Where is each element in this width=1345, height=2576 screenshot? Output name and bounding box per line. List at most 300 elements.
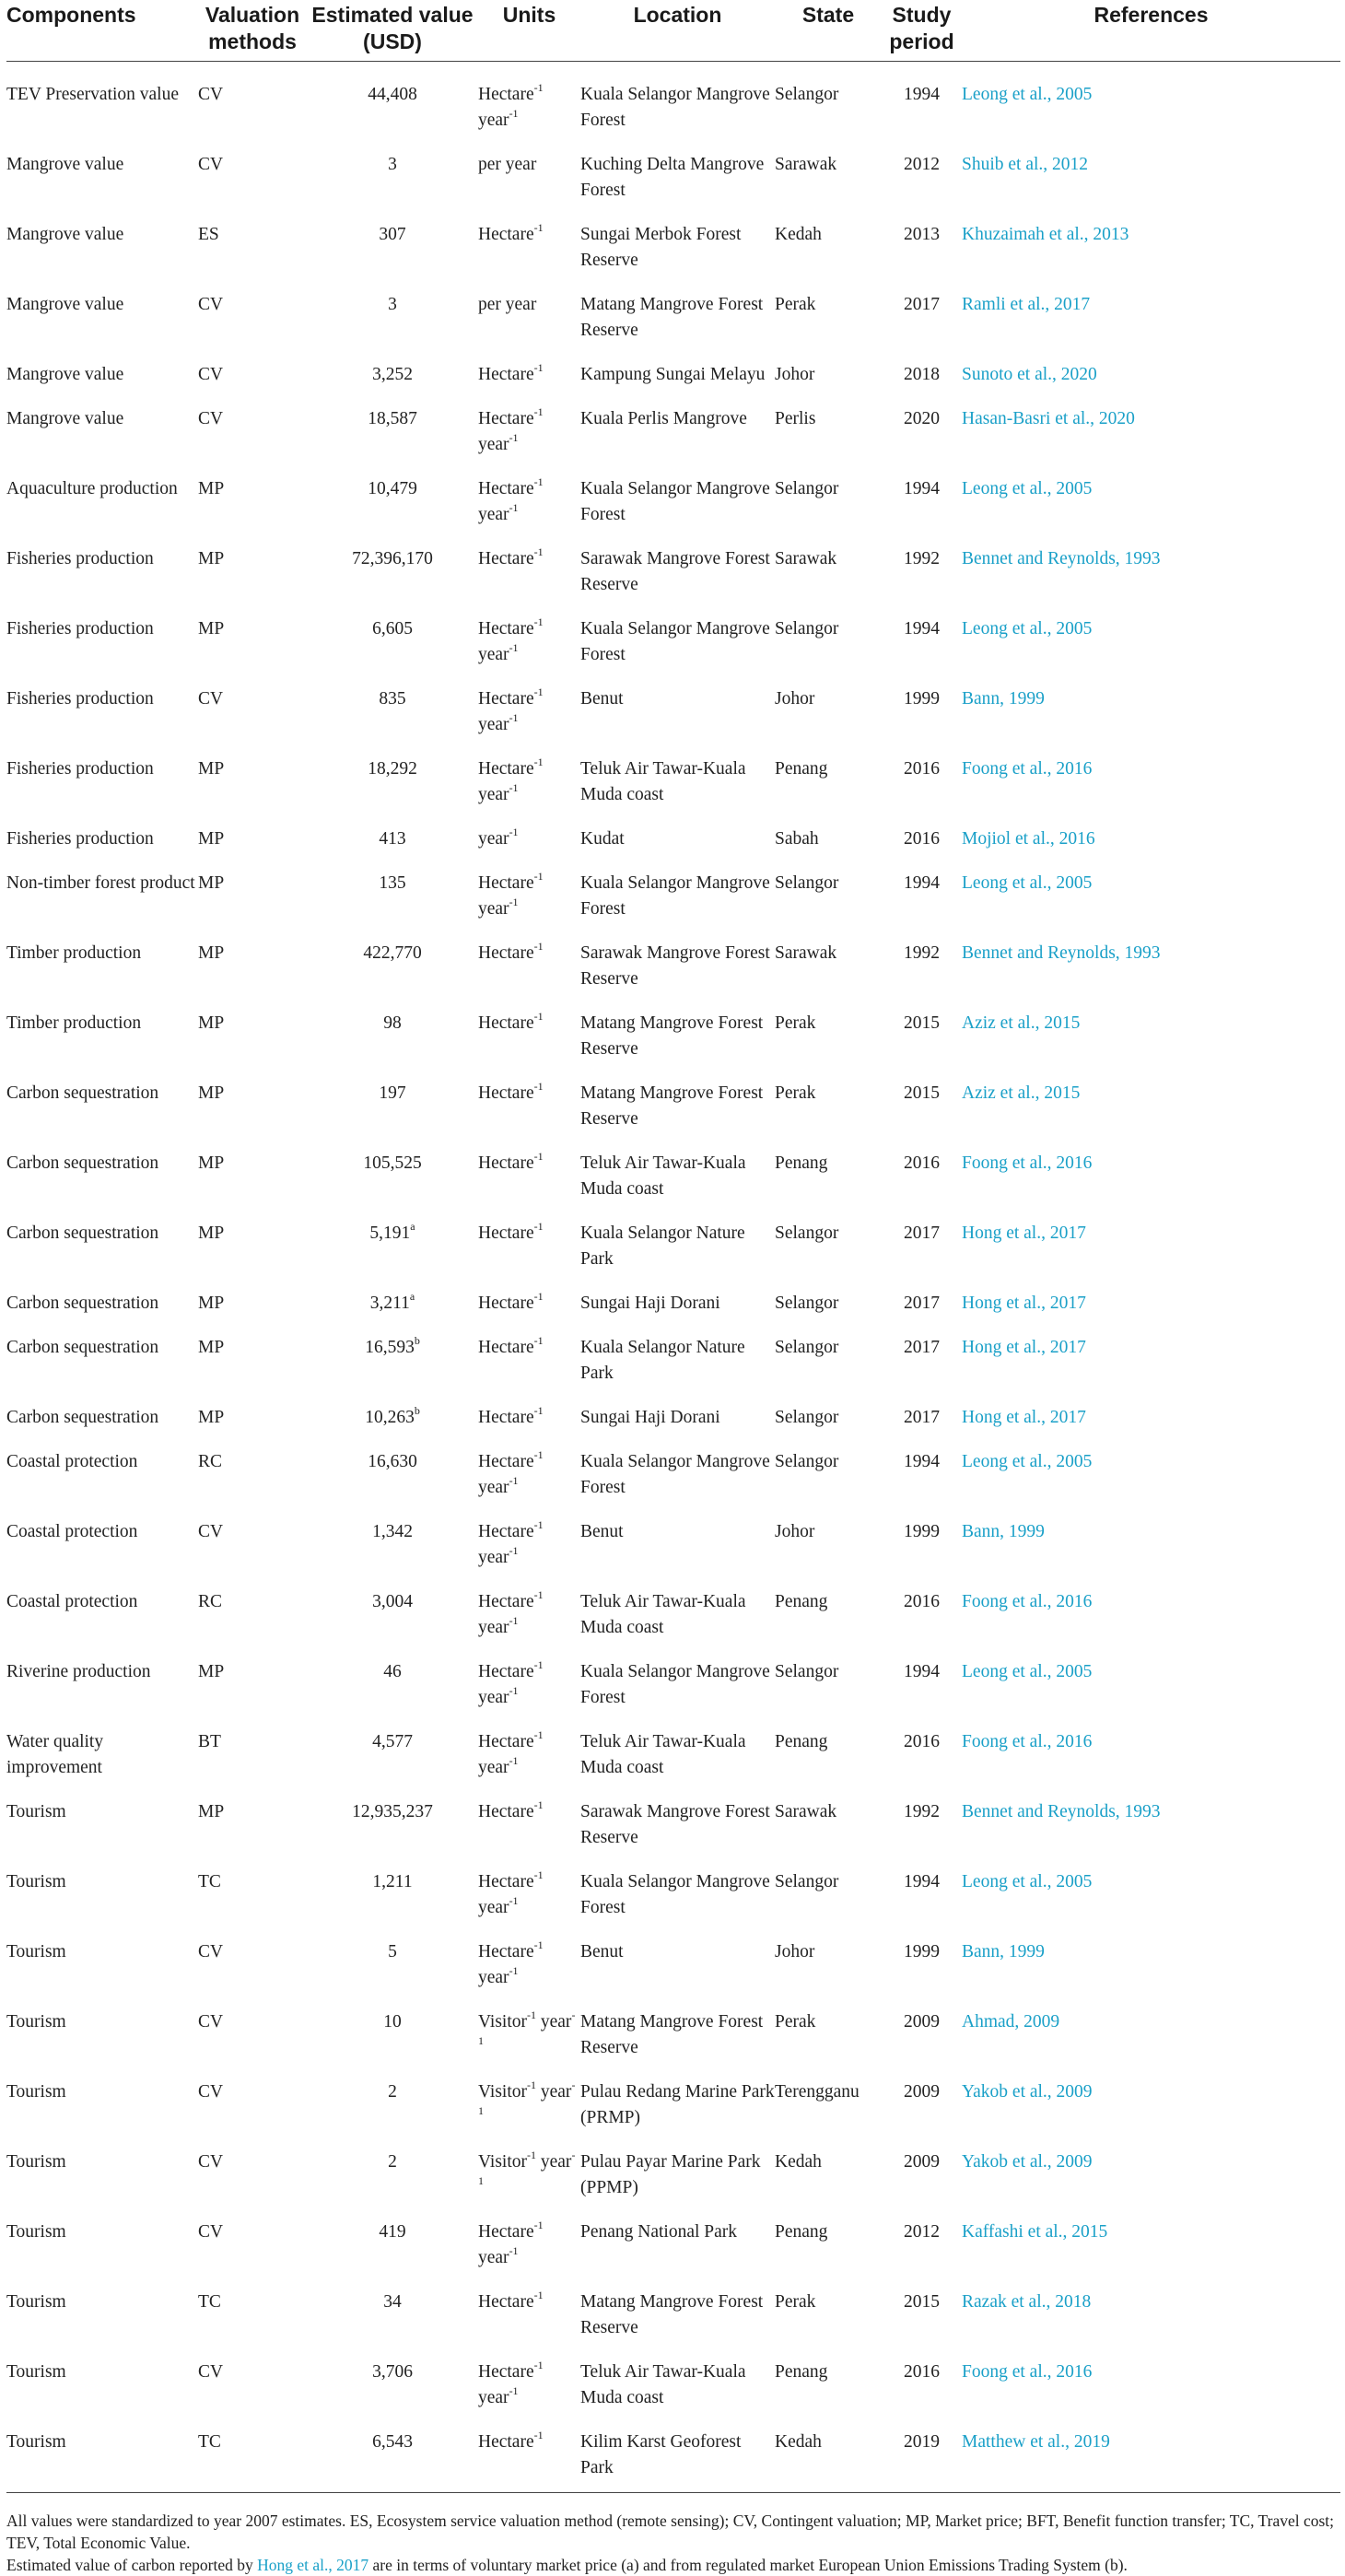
cell-units: Hectare$^{-1}$ xyxy=(478,1009,544,1033)
cell-estimated-value: 6,543 xyxy=(372,2431,413,2452)
cell-valuation-method: MP xyxy=(198,1223,225,1243)
cell-study-period: 1992 xyxy=(904,1801,940,1821)
cell-reference-link[interactable]: Shuib et al., 2012 xyxy=(962,154,1089,174)
cell-reference-link[interactable]: Foong et al., 2016 xyxy=(962,2361,1093,2382)
cell-estimated-value: 197 xyxy=(379,1083,406,1103)
cell-component: TEV Preservation value xyxy=(6,84,180,104)
cell-study-period: 2017 xyxy=(904,1223,940,1243)
cell-state: Kedah xyxy=(775,2431,822,2452)
cell-location: Kuala Selangor Nature Park xyxy=(580,1223,745,1269)
cell-valuation-method: CV xyxy=(198,408,224,428)
cell-units: Hectare$^{-1}$ xyxy=(478,360,544,384)
cell-state: Perak xyxy=(775,2011,816,2032)
cell-study-period: 1999 xyxy=(904,688,940,708)
superscript: -1 xyxy=(533,1447,544,1461)
cell-estimated-value: 135 xyxy=(379,872,406,893)
cell-units: Hectare$^{-1}$ year$^{-1}$ xyxy=(478,1868,544,1917)
cell-state: Selangor xyxy=(775,872,839,893)
cell-component: Timber production xyxy=(6,1013,142,1033)
superscript: -1 xyxy=(527,2078,536,2091)
cell-estimated-value: 307 xyxy=(379,224,406,244)
cell-study-period: 1994 xyxy=(904,478,940,498)
cell-units: year$^{-1}$ xyxy=(478,825,519,849)
cell-state: Penang xyxy=(775,2361,828,2382)
table-row xyxy=(6,1317,1340,1387)
cell-study-period: 2018 xyxy=(904,364,940,384)
cell-component: Fisheries production xyxy=(6,548,154,568)
cell-state: Johor xyxy=(775,688,815,708)
cell-location: Kuala Selangor Mangrove Forest xyxy=(580,1871,770,1917)
cell-location: Kuala Perlis Mangrove xyxy=(580,408,747,428)
superscript: -1 xyxy=(533,1009,544,1023)
cell-location: Pulau Redang Marine Park (PRMP) xyxy=(580,2081,775,2127)
cell-estimated-value: 16,593$^b$ xyxy=(365,1333,420,1357)
cell-component: Mangrove value xyxy=(6,294,124,314)
cell-state: Selangor xyxy=(775,1407,839,1427)
cell-units: Hectare$^{-1}$ year$^{-1}$ xyxy=(478,1727,544,1777)
table-row xyxy=(6,852,1340,922)
cell-location: Teluk Air Tawar-Kuala Muda coast xyxy=(580,758,746,804)
superscript: -1 xyxy=(509,1543,519,1557)
superscript: -1 xyxy=(478,2148,576,2187)
cell-units: Hectare$^{-1}$ xyxy=(478,1079,544,1103)
cell-estimated-value: 3,706 xyxy=(372,2361,413,2382)
table-row xyxy=(6,1132,1340,1202)
cell-units: Hectare$^{-1}$ year$^{-1}$ xyxy=(478,474,544,524)
cell-estimated-value: 16,630 xyxy=(368,1451,417,1471)
cell-units: Hectare$^{-1}$ year$^{-1}$ xyxy=(478,404,544,454)
cell-component: Coastal protection xyxy=(6,1521,138,1541)
footnote-marker: a xyxy=(410,1219,415,1233)
cell-component: Tourism xyxy=(6,1801,66,1821)
cell-valuation-method: ES xyxy=(198,224,219,244)
cell-component: Coastal protection xyxy=(6,1591,138,1611)
cell-estimated-value: 2 xyxy=(388,2151,397,2172)
cell-reference-link[interactable]: Yakob et al., 2009 xyxy=(962,2151,1093,2172)
cell-reference-link[interactable]: Leong et al., 2005 xyxy=(962,872,1093,893)
cell-study-period: 2009 xyxy=(904,2081,940,2102)
cell-study-period: 2012 xyxy=(904,154,940,174)
cell-reference-link[interactable]: Bennet and Reynolds, 1993 xyxy=(962,548,1161,568)
table-row xyxy=(6,204,1340,274)
cell-reference-link[interactable]: Leong et al., 2005 xyxy=(962,618,1093,638)
cell-units: Visitor$^{-1}$ year$^{-1}$ xyxy=(478,2008,576,2047)
superscript: -1 xyxy=(509,640,519,654)
cell-study-period: 2017 xyxy=(904,1293,940,1313)
cell-location: Matang Mangrove Forest Reserve xyxy=(580,1013,764,1059)
footnote-marker: b xyxy=(414,1403,420,1417)
cell-units: Hectare$^{-1}$ xyxy=(478,1333,544,1357)
cell-study-period: 2016 xyxy=(904,828,940,849)
table-row xyxy=(6,2061,1340,2131)
cell-valuation-method: MP xyxy=(198,943,225,963)
superscript: -1 xyxy=(509,1613,519,1627)
cell-units: Hectare$^{-1}$ year$^{-1}$ xyxy=(478,615,544,664)
table-row xyxy=(6,1711,1340,1781)
superscript: -1 xyxy=(533,1797,544,1811)
cell-reference-link[interactable]: Foong et al., 2016 xyxy=(962,1153,1093,1173)
cell-study-period: 1999 xyxy=(904,1941,940,1961)
cell-component: Tourism xyxy=(6,2081,66,2102)
cell-location: Sarawak Mangrove Forest Reserve xyxy=(580,943,770,989)
cell-reference-link[interactable]: Leong et al., 2005 xyxy=(962,1661,1093,1681)
cell-state: Johor xyxy=(775,364,815,384)
cell-units: Hectare$^{-1}$ year$^{-1}$ xyxy=(478,685,544,734)
cell-state: Johor xyxy=(775,1521,815,1541)
cell-estimated-value: 3,252 xyxy=(372,364,413,384)
superscript: -1 xyxy=(509,1753,519,1767)
superscript: -1 xyxy=(509,1893,519,1907)
cell-state: Selangor xyxy=(775,1337,839,1357)
cell-estimated-value: 1,211 xyxy=(372,1871,413,1891)
superscript: -1 xyxy=(509,710,519,724)
cell-component: Timber production xyxy=(6,943,142,963)
superscript: -1 xyxy=(509,1683,519,1697)
cell-state: Penang xyxy=(775,2221,828,2242)
superscript: -1 xyxy=(527,2008,536,2021)
cell-study-period: 2016 xyxy=(904,1153,940,1173)
table-row xyxy=(6,668,1340,738)
cell-estimated-value: 5,191$^a$ xyxy=(369,1219,415,1243)
cell-estimated-value: 3 xyxy=(388,154,397,174)
cell-estimated-value: 422,770 xyxy=(363,943,422,963)
cell-valuation-method: MP xyxy=(198,478,225,498)
cell-valuation-method: MP xyxy=(198,758,225,779)
superscript: -1 xyxy=(509,2383,519,2397)
cell-estimated-value: 5 xyxy=(388,1941,397,1961)
table-row xyxy=(6,598,1340,668)
table-row xyxy=(6,2271,1340,2341)
cell-reference-link[interactable]: Matthew et al., 2019 xyxy=(962,2431,1110,2452)
cell-component: Aquaculture production xyxy=(6,478,178,498)
cell-reference-link[interactable]: Bann, 1999 xyxy=(962,1521,1045,1541)
cell-state: Selangor xyxy=(775,1223,839,1243)
header-references: References xyxy=(1094,3,1209,27)
cell-study-period: 1992 xyxy=(904,943,940,963)
superscript: -1 xyxy=(533,1403,544,1417)
cell-valuation-method: CV xyxy=(198,1521,224,1541)
cell-location: Kuching Delta Mangrove Forest xyxy=(580,154,765,200)
cell-study-period: 2009 xyxy=(904,2011,940,2032)
cell-location: Kuala Selangor Mangrove Forest xyxy=(580,478,770,524)
cell-valuation-method: CV xyxy=(198,364,224,384)
cell-reference-link[interactable]: Hong et al., 2017 xyxy=(962,1337,1086,1357)
table-row xyxy=(6,2341,1340,2411)
cell-location: Matang Mangrove Forest Reserve xyxy=(580,1083,764,1129)
superscript: -1 xyxy=(509,430,519,444)
cell-units: Hectare$^{-1}$ year$^{-1}$ xyxy=(478,2358,544,2407)
cell-study-period: 2012 xyxy=(904,2221,940,2242)
cell-location: Penang National Park xyxy=(580,2221,738,2242)
cell-study-period: 2009 xyxy=(904,2151,940,2172)
superscript: -1 xyxy=(509,106,519,120)
cell-state: Sarawak xyxy=(775,154,837,174)
cell-estimated-value: 44,408 xyxy=(368,84,417,104)
cell-study-period: 1994 xyxy=(904,872,940,893)
header-valuation-methods: Valuation methods xyxy=(205,3,300,53)
cell-valuation-method: CV xyxy=(198,2011,224,2032)
cell-estimated-value: 105,525 xyxy=(363,1153,422,1173)
cell-component: Tourism xyxy=(6,2361,66,2382)
superscript: -1 xyxy=(533,1333,544,1347)
cell-valuation-method: TC xyxy=(198,2431,221,2452)
cell-study-period: 1994 xyxy=(904,1661,940,1681)
table-container xyxy=(6,0,1340,2576)
cell-component: Carbon sequestration xyxy=(6,1153,159,1173)
cell-study-period: 1992 xyxy=(904,548,940,568)
cell-component: Fisheries production xyxy=(6,618,154,638)
cell-component: Mangrove value xyxy=(6,408,124,428)
cell-valuation-method: CV xyxy=(198,2081,224,2102)
cell-component: Carbon sequestration xyxy=(6,1293,159,1313)
cell-component: Non-timber forest product xyxy=(6,872,195,893)
table-row xyxy=(6,1641,1340,1711)
table-row xyxy=(6,1781,1340,1851)
superscript: -1 xyxy=(509,2243,519,2257)
table-row xyxy=(6,1202,1340,1272)
superscript: -1 xyxy=(533,939,544,953)
table-row xyxy=(6,992,1340,1062)
cell-component: Tourism xyxy=(6,2431,66,2452)
cell-estimated-value: 3,004 xyxy=(372,1591,413,1611)
table-row xyxy=(6,344,1340,388)
cell-state: Sabah xyxy=(775,828,819,849)
cell-component: Carbon sequestration xyxy=(6,1083,159,1103)
cell-location: Teluk Air Tawar-Kuala Muda coast xyxy=(580,1731,746,1777)
cell-units: Visitor$^{-1}$ year$^{-1}$ xyxy=(478,2148,576,2187)
cell-estimated-value: 1,342 xyxy=(372,1521,413,1541)
cell-state: Kedah xyxy=(775,224,822,244)
cell-valuation-method: MP xyxy=(198,1013,225,1033)
cell-location: Teluk Air Tawar-Kuala Muda coast xyxy=(580,1153,746,1199)
cell-valuation-method: BT xyxy=(198,1731,221,1751)
cell-state: Perak xyxy=(775,294,816,314)
superscript: -1 xyxy=(533,544,544,558)
table-row xyxy=(6,922,1340,992)
cell-component: Mangrove value xyxy=(6,364,124,384)
superscript: -1 xyxy=(533,1727,544,1741)
cell-units: Hectare$^{-1}$ xyxy=(478,1289,544,1313)
cell-valuation-method: CV xyxy=(198,294,224,314)
table-row xyxy=(6,1501,1340,1571)
cell-state: Sarawak xyxy=(775,943,837,963)
cell-location: Teluk Air Tawar-Kuala Muda coast xyxy=(580,2361,746,2407)
cell-estimated-value: 6,605 xyxy=(372,618,413,638)
footnote-abbreviations: All values were standardized to year 2007 estimates. ES, Ecosystem service valuation method (remote sensing); CV, Contingent valuation; MP, Market price; BFT, Benefit function transfer; TC, Travel cost; TEV, Total Economic Value. xyxy=(6,2511,1335,2552)
cell-valuation-method: MP xyxy=(198,1083,225,1103)
superscript: -1 xyxy=(533,615,544,628)
cell-study-period: 2016 xyxy=(904,2361,940,2382)
superscript: -1 xyxy=(533,360,544,374)
cell-reference-link[interactable]: Kaffashi et al., 2015 xyxy=(962,2221,1108,2242)
cell-reference-link[interactable]: Hasan-Basri et al., 2020 xyxy=(962,408,1135,428)
table-row xyxy=(6,2131,1340,2201)
table-row xyxy=(6,1062,1340,1132)
table-row xyxy=(6,808,1340,852)
superscript: -1 xyxy=(478,2008,576,2047)
cell-reference-link[interactable]: Leong et al., 2005 xyxy=(962,84,1093,104)
cell-estimated-value: 46 xyxy=(383,1661,402,1681)
cell-reference-link[interactable]: Bann, 1999 xyxy=(962,688,1045,708)
superscript: -1 xyxy=(533,1517,544,1531)
cell-reference-link[interactable]: Bennet and Reynolds, 1993 xyxy=(962,1801,1161,1821)
table-footnotes xyxy=(6,2510,1340,2576)
cell-estimated-value: 10,479 xyxy=(368,478,417,498)
cell-study-period: 2015 xyxy=(904,1083,940,1103)
cell-valuation-method: MP xyxy=(198,1337,225,1357)
cell-units: Hectare$^{-1}$ xyxy=(478,1403,544,1427)
cell-estimated-value: 18,587 xyxy=(368,408,417,428)
cell-location: Sarawak Mangrove Forest Reserve xyxy=(580,548,770,594)
superscript: -1 xyxy=(509,895,519,908)
table-row xyxy=(6,738,1340,808)
cell-reference-link[interactable]: Razak et al., 2018 xyxy=(962,2291,1092,2312)
cell-state: Penang xyxy=(775,1591,828,1611)
cell-reference-link[interactable]: Leong et al., 2005 xyxy=(962,1451,1093,1471)
cell-valuation-method: MP xyxy=(198,548,225,568)
cell-units: Hectare$^{-1}$ year$^{-1}$ xyxy=(478,1938,544,1987)
cell-units: Hectare$^{-1}$ xyxy=(478,544,544,568)
superscript: -1 xyxy=(533,2358,544,2371)
table-body xyxy=(6,61,1340,2492)
table-row xyxy=(6,1851,1340,1921)
cell-reference-link[interactable]: Hong et al., 2017 xyxy=(962,1293,1086,1313)
cell-study-period: 2019 xyxy=(904,2431,940,2452)
cell-state: Selangor xyxy=(775,84,839,104)
superscript: -1 xyxy=(533,1657,544,1671)
cell-component: Water quality improvement xyxy=(6,1731,104,1777)
table-row xyxy=(6,134,1340,204)
cell-study-period: 2013 xyxy=(904,224,940,244)
cell-units: Hectare$^{-1}$ year$^{-1}$ xyxy=(478,1657,544,1707)
cell-study-period: 2017 xyxy=(904,1407,940,1427)
cell-state: Selangor xyxy=(775,1293,839,1313)
cell-study-period: 2017 xyxy=(904,294,940,314)
cell-reference-link[interactable]: Bennet and Reynolds, 1993 xyxy=(962,943,1161,963)
cell-location: Sungai Haji Dorani xyxy=(580,1407,720,1427)
cell-estimated-value: 2 xyxy=(388,2081,397,2102)
cell-estimated-value: 18,292 xyxy=(368,758,417,779)
cell-location: Benut xyxy=(580,688,624,708)
cell-component: Tourism xyxy=(6,2221,66,2242)
cell-location: Kuala Selangor Mangrove Forest xyxy=(580,872,770,919)
cell-location: Kuala Selangor Mangrove Forest xyxy=(580,1661,770,1707)
cell-reference-link[interactable]: Leong et al., 2005 xyxy=(962,478,1093,498)
footnote-carbon-post: are in terms of voluntary market price (a) and from regulated market European Union Emissions Trading System (b). xyxy=(368,2555,1128,2574)
cell-reference-link[interactable]: Bann, 1999 xyxy=(962,1941,1045,1961)
table-row xyxy=(6,1387,1340,1431)
cell-study-period: 2016 xyxy=(904,1591,940,1611)
cell-state: Sarawak xyxy=(775,548,837,568)
cell-location: Matang Mangrove Forest Reserve xyxy=(580,2291,764,2337)
cell-estimated-value: 3 xyxy=(388,294,397,314)
cell-estimated-value: 10,263$^b$ xyxy=(365,1403,420,1427)
cell-location: Pulau Payar Marine Park (PPMP) xyxy=(580,2151,761,2197)
footnote-carbon xyxy=(6,2554,1340,2576)
cell-location: Sungai Haji Dorani xyxy=(580,1293,720,1313)
cell-component: Mangrove value xyxy=(6,154,124,174)
cell-location: Kuala Selangor Mangrove Forest xyxy=(580,618,770,664)
cell-reference-link[interactable]: Foong et al., 2016 xyxy=(962,1731,1093,1751)
cell-component: Fisheries production xyxy=(6,758,154,779)
cell-reference-link[interactable]: Ahmad, 2009 xyxy=(962,2011,1060,2032)
cell-reference-link[interactable]: Hong et al., 2017 xyxy=(962,1223,1086,1243)
cell-reference-link[interactable]: Aziz et al., 2015 xyxy=(962,1083,1081,1103)
valuation-table xyxy=(6,0,1340,2493)
cell-reference-link[interactable]: Foong et al., 2016 xyxy=(962,1591,1093,1611)
cell-reference-link[interactable]: Khuzaimah et al., 2013 xyxy=(962,224,1129,244)
cell-location: Sungai Merbok Forest Reserve xyxy=(580,224,742,270)
cell-units: Hectare$^{-1}$ year$^{-1}$ xyxy=(478,1587,544,1637)
superscript: -1 xyxy=(533,404,544,418)
cell-location: Kudat xyxy=(580,828,625,849)
cell-units: Hectare$^{-1}$ xyxy=(478,1219,544,1243)
superscript: -1 xyxy=(533,1289,544,1303)
cell-state: Perak xyxy=(775,2291,816,2312)
cell-state: Penang xyxy=(775,1153,828,1173)
cell-component: Coastal protection xyxy=(6,1451,138,1471)
cell-reference-link[interactable]: Yakob et al., 2009 xyxy=(962,2081,1093,2102)
table-row xyxy=(6,1571,1340,1641)
header-study-period: Study period xyxy=(889,3,954,53)
superscript: -1 xyxy=(478,2078,576,2117)
superscript: -1 xyxy=(533,1079,544,1093)
cell-state: Penang xyxy=(775,758,828,779)
cell-state: Perak xyxy=(775,1013,816,1033)
cell-reference-link[interactable]: Aziz et al., 2015 xyxy=(962,1013,1081,1033)
cell-estimated-value: 98 xyxy=(383,1013,402,1033)
footnote-carbon-pre: Estimated value of carbon reported by xyxy=(6,2555,258,2574)
table-row xyxy=(6,2201,1340,2271)
cell-units: Hectare$^{-1}$ xyxy=(478,220,544,244)
cell-reference-link[interactable]: Leong et al., 2005 xyxy=(962,1871,1093,1891)
cell-state: Johor xyxy=(775,1941,815,1961)
cell-valuation-method: MP xyxy=(198,1661,225,1681)
cell-state: Terengganu xyxy=(775,2081,860,2102)
cell-reference-link[interactable]: Ramli et al., 2017 xyxy=(962,294,1091,314)
cell-units: Hectare$^{-1}$ xyxy=(478,2428,544,2452)
cell-state: Selangor xyxy=(775,618,839,638)
cell-reference-link[interactable]: Sunoto et al., 2020 xyxy=(962,364,1097,384)
cell-reference-link[interactable]: Mojiol et al., 2016 xyxy=(962,828,1095,849)
superscript: -1 xyxy=(533,2288,544,2301)
cell-component: Carbon sequestration xyxy=(6,1223,159,1243)
cell-location: Kuala Selangor Nature Park xyxy=(580,1337,745,1383)
cell-study-period: 2015 xyxy=(904,1013,940,1033)
cell-estimated-value: 72,396,170 xyxy=(352,548,433,568)
cell-valuation-method: MP xyxy=(198,828,225,849)
superscript: -1 xyxy=(533,1219,544,1233)
header-components: Components xyxy=(6,3,136,27)
cell-study-period: 1994 xyxy=(904,1871,940,1891)
cell-reference-link[interactable]: Hong et al., 2017 xyxy=(962,1407,1086,1427)
cell-valuation-method: CV xyxy=(198,1941,224,1961)
cell-study-period: 1994 xyxy=(904,1451,940,1471)
cell-component: Fisheries production xyxy=(6,688,154,708)
cell-reference-link[interactable]: Foong et al., 2016 xyxy=(962,758,1093,779)
cell-study-period: 1994 xyxy=(904,618,940,638)
cell-location: Matang Mangrove Forest Reserve xyxy=(580,2011,764,2057)
header-location: Location xyxy=(633,3,722,27)
cell-state: Perak xyxy=(775,1083,816,1103)
cell-estimated-value: 10 xyxy=(383,2011,402,2032)
cell-component: Tourism xyxy=(6,1871,66,1891)
footnote-reference-link[interactable]: Hong et al., 2017 xyxy=(257,2555,369,2574)
cell-component: Tourism xyxy=(6,2291,66,2312)
cell-units: Hectare$^{-1}$ xyxy=(478,1797,544,1821)
cell-valuation-method: CV xyxy=(198,154,224,174)
superscript: -1 xyxy=(533,2428,544,2441)
